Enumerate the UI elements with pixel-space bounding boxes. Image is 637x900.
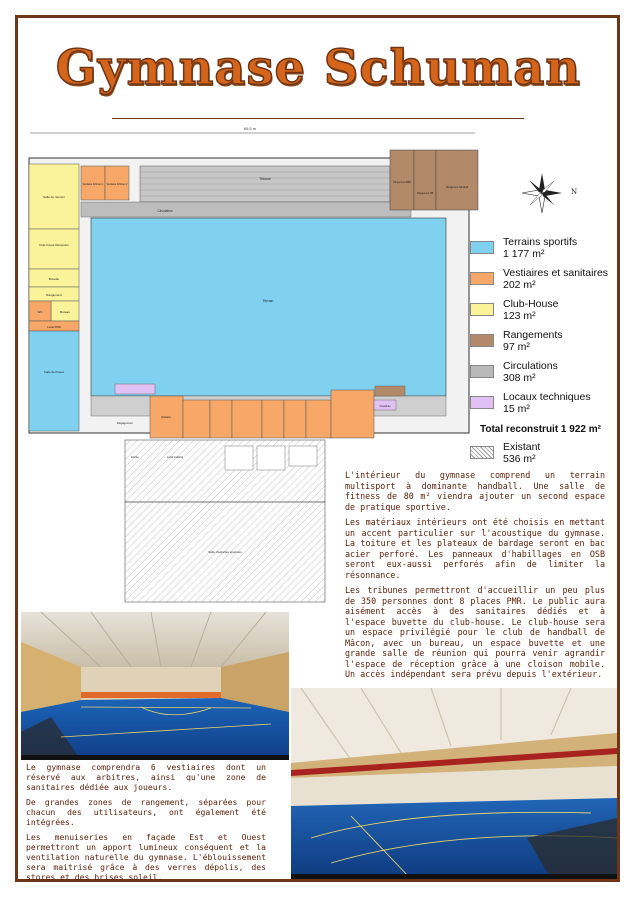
svg-text:Rangement HB: Rangement HB bbox=[416, 192, 434, 195]
legend-swatch bbox=[470, 365, 494, 378]
legend-text bbox=[503, 236, 577, 260]
svg-text:Entrée: Entrée bbox=[131, 456, 139, 459]
legend-text bbox=[503, 391, 591, 415]
legend-area: 1 177 m² bbox=[503, 248, 545, 260]
legend-item bbox=[470, 236, 620, 267]
rangement-bbb-room bbox=[390, 150, 414, 210]
svg-text:Buvette: Buvette bbox=[48, 277, 60, 281]
legend-item bbox=[470, 267, 620, 298]
legend-item bbox=[470, 391, 620, 422]
club-house-room bbox=[29, 229, 79, 269]
svg-text:Bureau: Bureau bbox=[60, 310, 70, 314]
compass-north-label: N bbox=[571, 188, 578, 196]
tribune-label: Tribune bbox=[259, 177, 271, 181]
legend-area: 202 m² bbox=[503, 279, 536, 291]
svg-text:Vestiaire Arbitres 2: Vestiaire Arbitres 2 bbox=[106, 183, 128, 186]
legend-swatch bbox=[470, 241, 494, 254]
svg-text:Vestiaire Arbitres 1: Vestiaire Arbitres 1 bbox=[82, 183, 104, 186]
svg-text:WC: WC bbox=[37, 310, 43, 314]
legend-label: Existant bbox=[503, 441, 541, 453]
legend-label: Terrains sportifs bbox=[503, 236, 578, 248]
circulation-label: Circulation bbox=[157, 209, 173, 213]
interior-render-2 bbox=[291, 688, 617, 879]
legend-swatch bbox=[470, 396, 494, 409]
total-area: Total reconstruit 1 922 m² bbox=[480, 424, 601, 435]
svg-text:Rangement: Rangement bbox=[46, 293, 62, 297]
legend-item bbox=[470, 329, 620, 360]
svg-text:Rangement handball: Rangement handball bbox=[445, 186, 469, 189]
legend-item-existant bbox=[470, 441, 620, 472]
legend-text bbox=[503, 298, 558, 322]
rangement-hb-room bbox=[414, 150, 436, 210]
svg-text:Club-house Réception: Club-house Réception bbox=[39, 243, 69, 247]
svg-text:Chaufferie: Chaufferie bbox=[379, 405, 391, 408]
svg-text:Rangement BBB: Rangement BBB bbox=[393, 181, 411, 184]
svg-text:Salle d'activités sportives: Salle d'activités sportives bbox=[208, 550, 242, 554]
legend-label: Rangements bbox=[503, 329, 563, 341]
svg-text:Local PMR: Local PMR bbox=[47, 325, 61, 329]
legend-label: Vestiaires et sanitaires bbox=[503, 267, 609, 279]
dimension-label: 89,5 m bbox=[243, 126, 257, 131]
legend-area: 536 m² bbox=[503, 453, 536, 465]
svg-text:Vestiaire: Vestiaire bbox=[161, 416, 171, 419]
legend-label: Club-House bbox=[503, 298, 559, 310]
legend-label: Circulations bbox=[503, 360, 558, 372]
legend-item bbox=[470, 298, 620, 329]
paragraph: De grandes zones de rangement, séparées pour chacun des utilisateurs, ont également été intégrées. bbox=[26, 797, 266, 827]
legend-text bbox=[503, 360, 558, 384]
description-top bbox=[345, 470, 605, 685]
north-compass-icon bbox=[520, 170, 576, 216]
paragraph: Les tribunes permettront d'accueillir un peu plus de 350 personnes dont 8 places PMR. Le public aura aisément accès à des sanitaires dédiés et à l'espace buvette du club-house. Le club-house sera un espace privilégié pour le club de handball de Mâcon, avec un bureau, un espace buvette et une grande salle de réunion qui pourra venir agrandir l'espace de réception grâce à une cloison mobile. Un accès indépendant sera prévu depuis l'extérieur. bbox=[345, 585, 605, 679]
salle-fitness-room bbox=[29, 331, 79, 431]
legend-text bbox=[503, 267, 608, 291]
legend-label: Locaux techniques bbox=[503, 391, 591, 403]
legend-swatch-hatched bbox=[470, 446, 494, 459]
circulation-top bbox=[81, 202, 411, 217]
legend-item bbox=[470, 360, 620, 391]
rangement-handball-room bbox=[436, 150, 478, 210]
terrain-label: Terrain bbox=[262, 299, 274, 303]
legend-swatch bbox=[470, 334, 494, 347]
svg-text:Local matériel: Local matériel bbox=[166, 456, 184, 459]
svg-text:Salle de fitness: Salle de fitness bbox=[43, 370, 65, 374]
svg-text:Dégagement: Dégagement bbox=[116, 421, 134, 425]
legend-area: 15 m² bbox=[503, 403, 530, 415]
terrain-court bbox=[91, 218, 446, 396]
paragraph: L'intérieur du gymnase comprend un terrain multisport à dominante handball. Une salle de fitness de 80 m² viendra ajouter un second espace de pratique sportive. bbox=[345, 470, 605, 512]
plan-legend bbox=[470, 236, 620, 472]
legend-text bbox=[503, 329, 563, 353]
title-divider bbox=[112, 118, 524, 119]
interior-render-1 bbox=[21, 612, 289, 760]
svg-text:Salle de réunion: Salle de réunion bbox=[43, 195, 65, 199]
paragraph: Les matériaux intérieurs ont été choisis en mettant un accent particulier sur l'acoustique du gymnase. La toiture et les plateaux de bardage seront en bac acier perforé. Les panneaux d'habillages en OSB seront eux-aussi perforés afin de limiter la résonnance. bbox=[345, 517, 605, 580]
page-title: Gymnase Schuman bbox=[55, 40, 582, 96]
description-bottom bbox=[26, 762, 266, 887]
paragraph: Le gymnase comprendra 6 vestiaires dont un réservé aux arbitres, ainsi qu'une zone de sanitaires dédiée aux joueurs. bbox=[26, 762, 266, 792]
legend-swatch bbox=[470, 303, 494, 316]
legend-text bbox=[503, 441, 540, 465]
legend-area: 308 m² bbox=[503, 372, 536, 384]
legend-swatch bbox=[470, 272, 494, 285]
legend-area: 97 m² bbox=[503, 341, 530, 353]
legend-area: 123 m² bbox=[503, 310, 536, 322]
paragraph: Les menuiseries en façade Est et Ouest permettront un apport lumineux conséquent et la ventilation naturelle du gymnase. L'éblouissement sera maitrisé grâce à des verres dépolis, des stores et des brises soleil. bbox=[26, 832, 266, 882]
